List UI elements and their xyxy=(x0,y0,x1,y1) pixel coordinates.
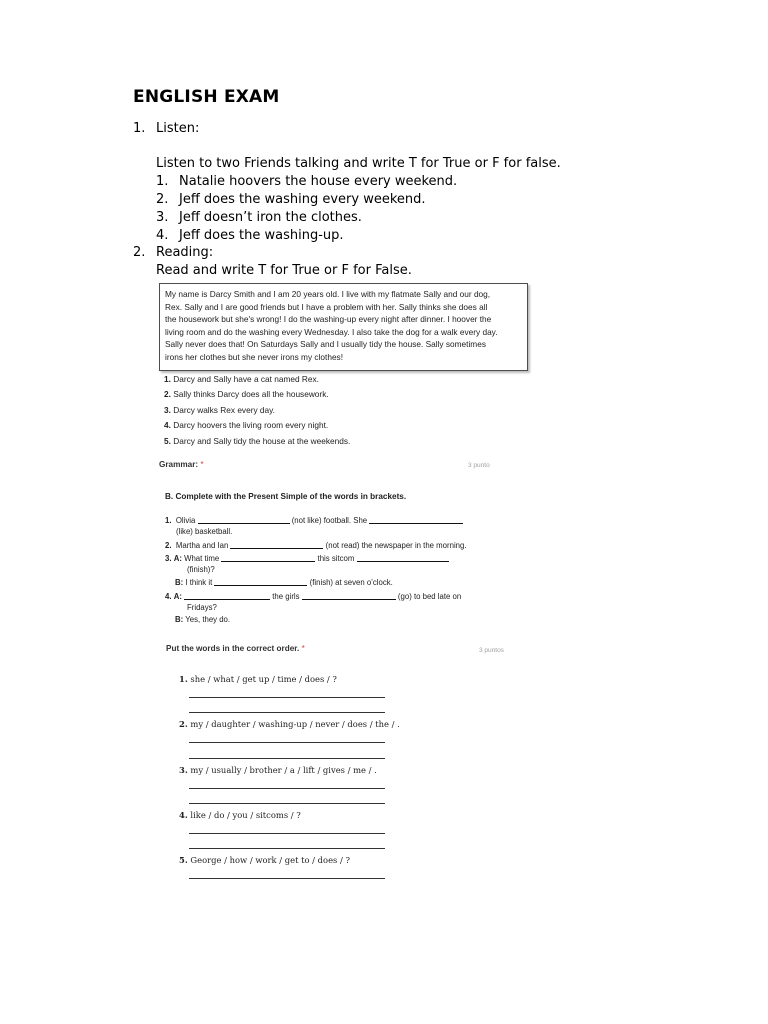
grammar-question-continued: (like) basketball. xyxy=(176,527,233,536)
reading-question-text: Sally thinks Darcy does all the housework. xyxy=(173,389,329,399)
question-text: (finish) at seven o’clock. xyxy=(309,578,393,587)
question-number: 4. xyxy=(165,592,172,601)
question-number: 3. xyxy=(165,554,172,563)
order-item-number: 3. xyxy=(179,765,188,775)
listen-item-number: 1. xyxy=(156,174,169,189)
passage-line: Sally never does that! On Saturdays Sally and I usually tidy the house. Sally sometimes xyxy=(165,339,486,349)
passage-line: irons her clothes but she never irons my clothes! xyxy=(165,351,344,362)
answer-blank[interactable] xyxy=(214,577,307,586)
grammar-question-continued: Fridays? xyxy=(187,603,217,612)
order-item xyxy=(179,765,377,775)
order-heading xyxy=(166,644,305,653)
reading-question-number: 5. xyxy=(164,436,171,446)
order-item-number: 1. xyxy=(179,674,188,684)
required-mark: * xyxy=(200,460,204,469)
answer-blank[interactable] xyxy=(230,540,323,549)
passage-line: living room and do the washing every Wednesday. I also take the dog for a walk every day. xyxy=(165,326,498,337)
section-2-title: Reading: xyxy=(156,245,214,260)
grammar-label-text: Grammar: xyxy=(159,460,199,469)
section-1-number: 1. xyxy=(133,121,146,136)
order-item-number: 4. xyxy=(179,810,188,820)
listen-item xyxy=(156,209,362,227)
grammar-heading: B. Complete with the Present Simple of the words in brackets. xyxy=(165,492,407,501)
answer-line[interactable] xyxy=(189,833,385,834)
order-heading-text: Put the words in the correct order. xyxy=(166,644,300,653)
reading-question xyxy=(164,436,350,446)
grammar-question xyxy=(175,615,230,624)
question-number: 1. xyxy=(165,516,172,525)
question-number: 2. xyxy=(165,541,172,550)
answer-line[interactable] xyxy=(189,742,385,743)
question-text: Yes, they do. xyxy=(185,615,231,624)
listen-item-text: Jeff doesn’t iron the clothes. xyxy=(179,210,362,225)
order-item xyxy=(179,810,301,820)
grammar-question xyxy=(165,515,463,525)
reading-question-text: Darcy walks Rex every day. xyxy=(173,405,275,415)
speaker-label: A: xyxy=(173,554,182,563)
answer-blank[interactable] xyxy=(221,553,315,562)
reading-question xyxy=(164,389,329,399)
answer-blank[interactable] xyxy=(357,553,449,562)
answer-blank[interactable] xyxy=(198,515,290,524)
speaker-label: B: xyxy=(175,578,184,587)
answer-line[interactable] xyxy=(189,803,385,804)
answer-blank[interactable] xyxy=(184,591,270,600)
order-item-text: my / daughter / washing-up / never / does / the / . xyxy=(190,719,400,729)
question-text: this sitcom xyxy=(317,554,355,563)
listen-item xyxy=(156,191,426,209)
listen-item-text: Jeff does the washing-up. xyxy=(179,228,344,243)
grammar-question-continued: (finish)? xyxy=(187,565,215,574)
answer-line[interactable] xyxy=(189,878,385,879)
order-item xyxy=(179,674,337,684)
reading-question-number: 2. xyxy=(164,389,171,399)
reading-question-text: Darcy and Sally tidy the house at the weekends. xyxy=(173,436,351,446)
section-1-instruction: Listen to two Friends talking and write T for True or F for false. xyxy=(156,156,561,171)
required-mark: * xyxy=(301,644,305,653)
speaker-label: B: xyxy=(175,615,184,624)
section-1-heading xyxy=(133,120,199,138)
grammar-question xyxy=(165,591,461,601)
passage-line: My name is Darcy Smith and I am 20 years old. I live with my flatmate Sally and our dog, xyxy=(165,289,491,299)
reading-question-text: Darcy hoovers the living room every night. xyxy=(173,420,329,430)
order-points: 3 puntos xyxy=(479,647,504,654)
reading-question-number: 1. xyxy=(164,374,171,384)
question-text: Martha and Ian xyxy=(175,541,229,550)
exam-title: ENGLISH EXAM xyxy=(133,87,280,107)
passage-line: Rex. Sally and I are good friends but I have a problem with her. Sally thinks she does all xyxy=(165,301,488,312)
listen-item-text: Natalie hoovers the house every weekend. xyxy=(179,174,458,189)
reading-question xyxy=(164,420,328,430)
grammar-question xyxy=(165,540,467,550)
order-item-text: she / what / get up / time / does / ? xyxy=(190,674,337,684)
reading-question xyxy=(164,405,275,415)
section-2-heading xyxy=(133,244,213,262)
question-text: Olivia xyxy=(175,516,196,525)
question-text: (not read) the newspaper in the morning. xyxy=(325,541,467,550)
answer-line[interactable] xyxy=(189,848,385,849)
speaker-label: A: xyxy=(173,592,182,601)
question-text: (go) to bed late on xyxy=(397,592,462,601)
listen-item-number: 4. xyxy=(156,228,169,243)
listen-item-number: 3. xyxy=(156,210,169,225)
reading-passage xyxy=(159,283,528,371)
section-2-number: 2. xyxy=(133,245,146,260)
question-text: I think it xyxy=(185,578,213,587)
answer-blank[interactable] xyxy=(369,515,463,524)
answer-line[interactable] xyxy=(189,788,385,789)
grammar-points: 3 punto xyxy=(468,462,490,469)
question-text: (not like) football. She xyxy=(291,516,368,525)
answer-line[interactable] xyxy=(189,712,385,713)
listen-item-text: Jeff does the washing every weekend. xyxy=(179,192,426,207)
reading-question-number: 3. xyxy=(164,405,171,415)
order-item-number: 5. xyxy=(179,855,188,865)
grammar-label xyxy=(159,460,204,469)
section-2-instruction: Read and write T for True or F for False. xyxy=(156,263,412,278)
reading-question-text: Darcy and Sally have a cat named Rex. xyxy=(173,374,319,384)
listen-item-number: 2. xyxy=(156,192,169,207)
reading-question xyxy=(164,374,319,384)
listen-item xyxy=(156,227,344,245)
answer-line[interactable] xyxy=(189,758,385,759)
question-text: What time xyxy=(184,554,220,563)
order-item xyxy=(179,719,400,729)
passage-line: the housework but she's wrong! I do the washing-up every night after dinner. I hoover the xyxy=(165,314,492,324)
order-item xyxy=(179,855,350,865)
question-text: the girls xyxy=(272,592,300,601)
order-item-number: 2. xyxy=(179,719,188,729)
reading-question-number: 4. xyxy=(164,420,171,430)
grammar-question xyxy=(175,577,393,587)
order-item-text: like / do / you / sitcoms / ? xyxy=(190,810,301,820)
grammar-question xyxy=(165,553,449,563)
order-item-text: George / how / work / get to / does / ? xyxy=(190,855,350,865)
answer-line[interactable] xyxy=(189,697,385,698)
section-1-title: Listen: xyxy=(156,121,200,136)
order-item-text: my / usually / brother / a / lift / gives / me / . xyxy=(190,765,377,775)
answer-blank[interactable] xyxy=(302,591,396,600)
listen-item xyxy=(156,173,457,191)
